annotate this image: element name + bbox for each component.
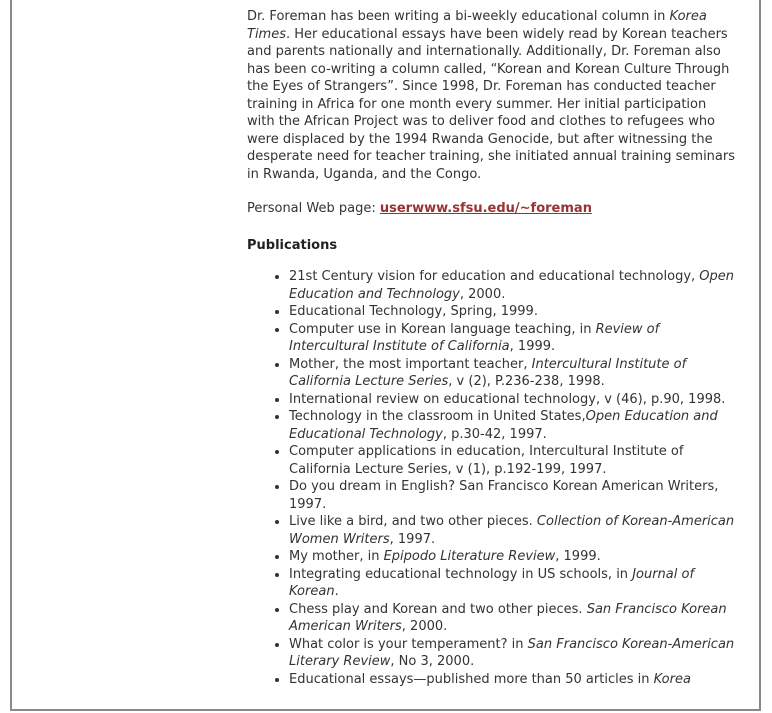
left-border-line [10, 0, 12, 709]
publication-item [289, 268, 737, 303]
publication-item [289, 321, 737, 356]
text-segment: . Her educational essays have been widely read by Korean teachers and parents nationally and internationally. Additionally, Dr. Foreman also has been co-writing a column called, “Korean and Korean Culture Through the Eyes of Strangers”. Since 1998, Dr. Foreman has conducted teacher training in Africa for one month every summer. Her initial participation with the African Project was to deliver food and clothes to refugees who were displaced by the 1994 Rwanda Genocide, but after witnessing the desperate need for teacher training, she initiated annual training seminars in Rwanda, Uganda, and the Congo. [247, 26, 736, 182]
text-segment: , 1999. [555, 549, 601, 564]
publications-list [247, 268, 737, 688]
bio-paragraph [247, 8, 737, 183]
text-segment: , 1999. [509, 339, 556, 354]
text-segment: What color is your temperament? in [289, 636, 528, 652]
italic-text-segment: Open Education and Educational Technology [289, 409, 718, 442]
text-segment: Educational essays—published more than 50 articles in [289, 671, 654, 687]
text-segment: International review on educational technology, v (46), p.90, 1998. [289, 391, 726, 407]
text-segment: . [334, 584, 339, 599]
right-border-line [759, 0, 761, 709]
text-segment: Dr. Foreman has been writing a bi-weekly educational column in [247, 9, 670, 24]
text-segment: , v (2), P.236-238, 1998. [448, 374, 605, 389]
italic-text-segment: Review of Intercultural Institute of California [289, 321, 660, 354]
publication-item [289, 636, 737, 671]
publication-item [289, 356, 737, 391]
publication-item [289, 303, 737, 321]
publications-heading: Publications [247, 237, 338, 253]
italic-text-segment: Intercultural Institute of California Lecture Series [289, 356, 687, 389]
text-segment: Educational Technology, Spring, 1999. [289, 304, 538, 319]
text-segment: My mother, in [289, 549, 384, 564]
publication-item [289, 513, 737, 548]
text-segment: , 2000. [401, 619, 448, 634]
text-segment: Technology in the classroom in United States, [289, 409, 586, 424]
italic-text-segment: Collection of Korean-American Women Writers [289, 514, 735, 547]
text-segment: , 1997. [389, 531, 436, 547]
text-segment: Computer use in Korean language teaching, in [289, 321, 596, 337]
italic-text-segment: Epipodo Literature Review [383, 549, 556, 564]
text-segment: Do you dream in English? San Francisco Korean American Writers, 1997. [289, 479, 719, 512]
text-segment: Computer applications in education, Intercultural Institute of California Lecture Series, v (1), p.192-199, 1997. [289, 444, 684, 477]
publication-item [289, 443, 737, 478]
text-segment: Mother, the most important teacher, [289, 356, 532, 372]
italic-text-segment: Korea Times [247, 9, 707, 42]
content-column [247, 0, 737, 688]
text-segment: 21st Century vision for education and educational technology, [289, 269, 700, 284]
publication-item [289, 548, 737, 566]
text-segment: Integrating educational technology in US schools, in [289, 566, 633, 582]
personal-web-label: Personal Web page: [247, 201, 380, 216]
italic-text-segment: Korea [653, 671, 691, 687]
publication-item [289, 671, 737, 689]
bottom-border-line [10, 709, 761, 711]
italic-text-segment: Open Education and Technology [289, 269, 735, 302]
text-segment: , p.30-42, 1997. [442, 426, 547, 442]
italic-text-segment: Journal of Korean [289, 566, 695, 599]
personal-web-line [247, 200, 737, 218]
publication-item [289, 408, 737, 443]
publication-item [289, 391, 737, 409]
text-segment: , 2000. [459, 286, 506, 302]
text-segment: , No 3, 2000. [390, 654, 475, 669]
publication-item [289, 478, 737, 513]
text-segment: Live like a bird, and two other pieces. [289, 514, 537, 529]
text-segment: Chess play and Korean and two other pieces. [289, 601, 587, 617]
italic-text-segment: San Francisco Korean-American Literary Review [289, 636, 735, 669]
publication-item [289, 601, 737, 636]
italic-text-segment: San Francisco Korean American Writers [289, 601, 727, 634]
personal-web-link[interactable]: userwww.sfsu.edu/~foreman [379, 201, 592, 216]
publication-item [289, 566, 737, 601]
